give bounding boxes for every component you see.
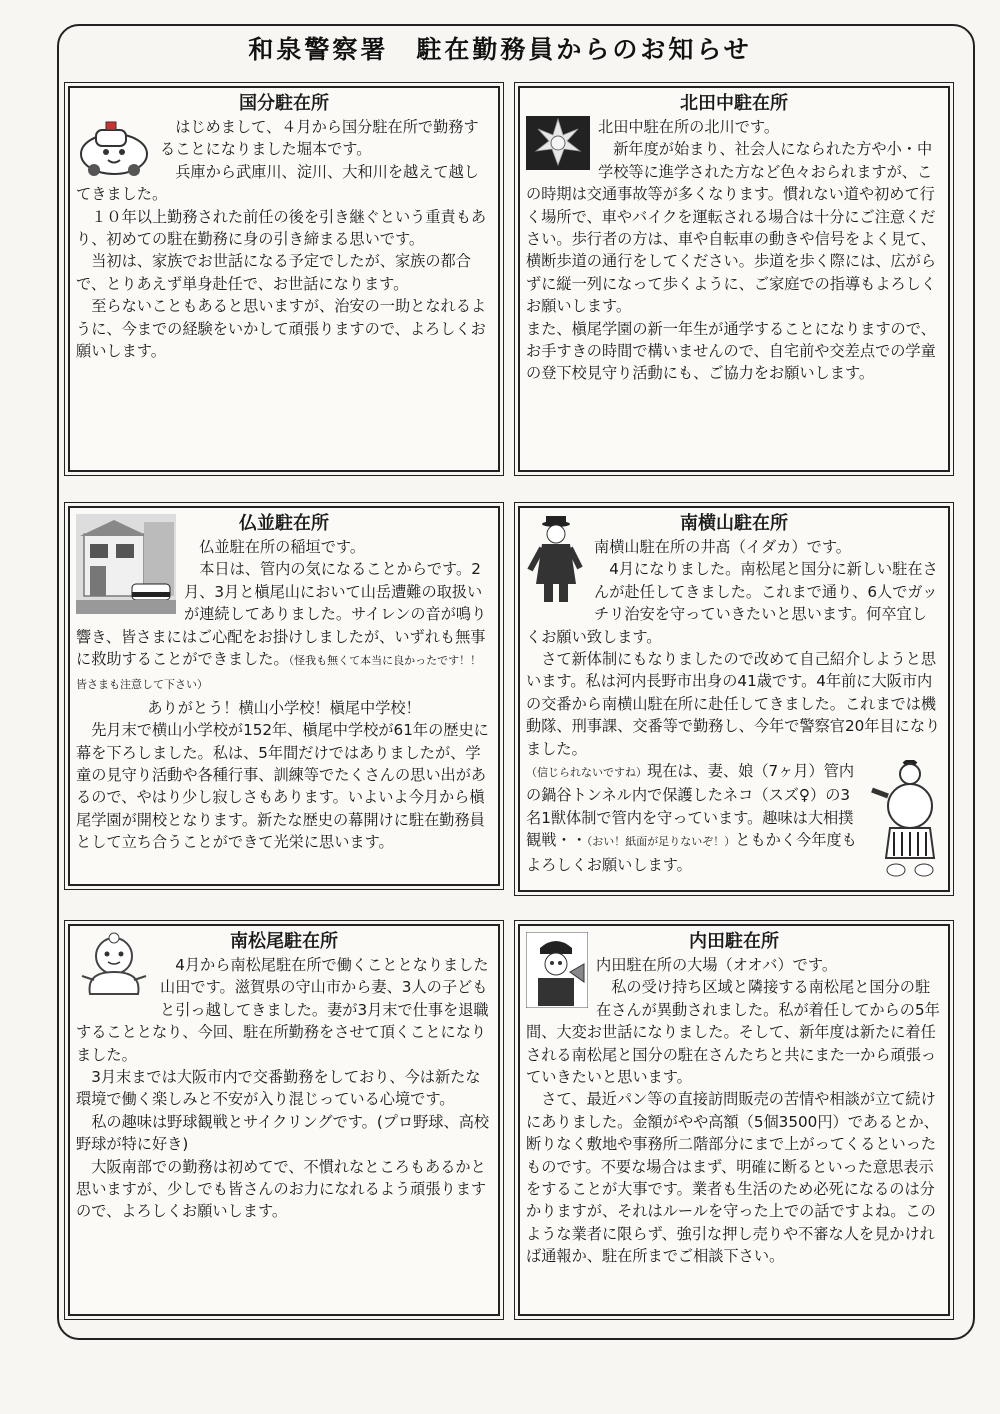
paragraph: 3月末までは大阪市内で交番勤務をしており、今は新たな環境で働く楽しみと不安が入り混じっている心境です。 xyxy=(76,1068,481,1109)
paragraph-text: 本日は、管内の気になることからです。2月、3月と槇尾山において山岳遭難の取扱いが連続してありました。サイレンの音が鳴り響き、皆さまにはご心配をお掛けしましたが、いずれも無事に救助することができました。 xyxy=(76,560,487,669)
police-emblem-icon xyxy=(526,116,590,170)
panel-kitatanaka xyxy=(518,86,950,472)
panel-title: 仏並駐在所 xyxy=(239,513,329,534)
paragraph: 当初は、家族でお世話になる予定でしたが、家族の都合で、とりあえず単身赴任で、お世話になります。 xyxy=(76,252,471,293)
paragraph: 私の趣味は野球観戦とサイクリングです。(プロ野球、高校野球が特に好き) xyxy=(76,1112,490,1154)
paragraph-text: 現在は、妻、娘（7ヶ月）管内の鍋谷トンネル内で保護したネコ（スズ♀）の3名1獣体制で管内を守っています。趣味は大相撲観戦・・ xyxy=(526,762,855,850)
mascot-character-icon xyxy=(76,932,152,998)
paragraph: ありがとう！横山小学校！槇尾中学校！ xyxy=(147,698,421,717)
page-title: 和泉警察署 駐在勤務員からのお知らせ xyxy=(248,35,752,64)
panel-minamiyokoyama xyxy=(518,506,950,892)
paragraph: さて、最近パン等の直接訪問販売の苦情や相談が立て続けにありました。金額がやや高額（5個3500円）であるとか、断りなく敷地や事務所二階部分にまで上がってくるといったものです。不要な場合はまず、明確に断るといった意思表示をすることが大事です。業者も生活のため必死になるのは分かりますが、それはルールを守った上での話ですよね。このような業者に限らず、強引な押し売りや不審な人を見かければ通報か、駐在所までご相談下さい。 xyxy=(526,1090,939,1266)
paragraph: また、槇尾学園の新一年生が通学することになりますので、お手すきの時間で構いませんので、自宅前や交差点での学童の登下校見守り活動にも、ご協力をお願いします。 xyxy=(526,319,936,383)
paragraph: 大阪南部での勤務は初めてで、不慣れなところもあるかと思いますが、少しでも皆さんのお力になれるよう頑張りますので、よろしくお願いします。 xyxy=(76,1157,487,1221)
aside-note: （信じられないですね） xyxy=(526,766,647,780)
aside-note: （おい！紙面が足りないぞ！） xyxy=(586,835,736,849)
paragraph: 兵庫から武庫川、淀川、大和川を越えて越してきました。 xyxy=(76,162,479,204)
paragraph-text: ともかく今年度もよろしくお願いします。 xyxy=(526,831,857,874)
paragraph: 4月になりました。南松尾と国分に新しい駐在さんが赴任してきました。これまで通り、6人でガッチリ治安を守っていきたいと思います。何卒宜しくお願い致します。 xyxy=(526,560,938,646)
paragraph: 至らないこともあると思いますが、治安の一助となれるように、今までの経験をいかして頑張りますので、よろしくお願いします。 xyxy=(76,297,487,361)
panel-title: 内田駐在所 xyxy=(689,931,779,952)
paragraph: 4月から南松尾駐在所で働くこととなりました山田です。滋賀県の守山市から妻、3人の子どもと引っ越してきました。妻が3月末で仕事を退職することとなり、今回、駐在所勤務をさせて頂くことになりました。 xyxy=(76,956,489,1064)
sumo-wrestler-icon xyxy=(870,760,942,878)
paragraph: 新年度が始まり、社会人になられた方や小・中学校等に進学された方など色々おられますが、この時期は交通事故等が多くなります。慣れない道や初めて行く場所で、車やバイクを運転される場合は十分にご注意ください。歩行者の方は、車や自転車の動きや信号をよく見て、横断歩道の通行をしてください。歩道を歩く際には、広がらずに縦一列になって歩くように、ご家庭での指導もよろしくお願いします。 xyxy=(526,140,937,316)
police-car-mascot-icon xyxy=(76,116,152,178)
panel-kokubu xyxy=(68,86,500,472)
police-officer-figure-icon xyxy=(526,514,586,604)
aside-note: （怪我も無くて本当に良かったです！！皆さまも注意して下さい） xyxy=(76,654,482,692)
paragraph: はじめまして、４月から国分駐在所で勤務することになりました堀本です。 xyxy=(160,118,479,159)
police-box-photo xyxy=(76,514,176,614)
paragraph: さて新体制にもなりましたので改めて自己紹介しようと思います。私は河内長野市出身の41歳です。4年前に大阪市内の交番から南横山駐在所に赴任してきました。これまでは機動隊、刑事課、交番等で勤務し、今年で警察官20年目になりました。 xyxy=(526,650,941,758)
panel-butsunami xyxy=(68,506,500,886)
paragraph: 南横山駐在所の井髙（イダカ）です。 xyxy=(594,538,851,556)
panel-title: 南横山駐在所 xyxy=(680,513,788,534)
paragraph: 仏並駐在所の稲垣です。 xyxy=(199,538,366,556)
panel-minamimatsuo xyxy=(68,924,500,1316)
paragraph: 内田駐在所の大場（オオバ）です。 xyxy=(596,956,838,974)
paragraph: １０年以上勤務された前任の後を引き継ぐという重責もあり、初めての駐在勤務に身の引き締まる思いです。 xyxy=(76,207,487,249)
panel-title: 国分駐在所 xyxy=(239,93,329,114)
paragraph: 先月末で横山小学校が152年、槇尾中学校が61年の歴史に幕を下ろしました。私は、5年間だけではありましたが、学童の見守り活動や各種行事、訓練等でたくさんの思い出があるので、やはり少し寂しさもあります。いよいよ今月から槇尾学園が開校となります。新たな歴史の幕開けに駐在勤務員として立ち合うことができて光栄に思います。 xyxy=(76,721,489,852)
officer-megaphone-icon xyxy=(526,932,588,1008)
paragraph: 私の受け持ち区域と隣接する南松尾と国分の駐在さんが異動されました。私が着任してからの5年間、大変お世話になりました。そして、新年度は新たに着任される南松尾と国分の駐在さんたちと共にまた一から頑張っていきたいと思います。 xyxy=(526,978,940,1087)
panel-uchida xyxy=(518,924,950,1316)
panel-title: 南松尾駐在所 xyxy=(230,931,338,952)
panel-title: 北田中駐在所 xyxy=(680,93,788,114)
paragraph: 北田中駐在所の北川です。 xyxy=(598,118,780,136)
